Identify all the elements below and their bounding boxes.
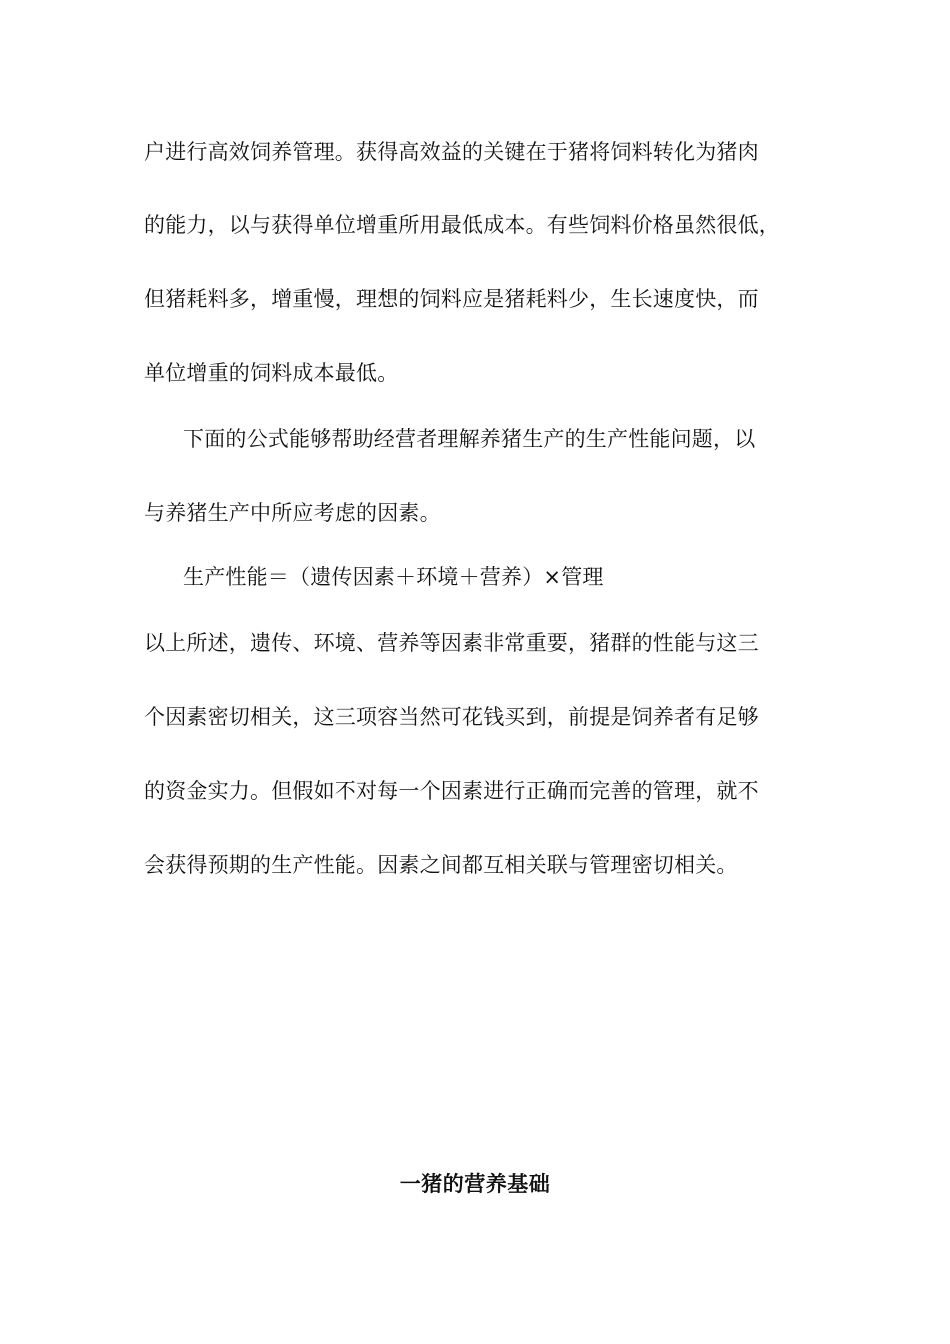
- paragraph-line: 的资金实力。但假如不对每一个因素进行正确而完善的管理，就不: [144, 779, 759, 803]
- paragraph-line: 以上所述，遗传、环境、营养等因素非常重要，猪群的性能与这三: [144, 631, 759, 655]
- paragraph-line: 户进行高效饲养管理。获得高效益的关键在于猪将饲料转化为猪肉: [144, 140, 759, 164]
- paragraph-line: 的能力，以与获得单位增重所用最低成本。有些饲料价格虽然很低，: [144, 213, 780, 237]
- paragraph-line: 单位增重的饲料成本最低。: [144, 361, 399, 385]
- paragraph-line: 会获得预期的生产性能。因素之间都互相关联与管理密切相关。: [144, 853, 738, 877]
- paragraph-line: 与养猪生产中所应考虑的因素。: [144, 501, 441, 525]
- section-heading: 一猪的营养基础: [399, 1172, 551, 1196]
- paragraph-line: 下面的公式能够帮助经营者理解养猪生产的生产性能问题，以: [183, 427, 756, 451]
- formula-line: 生产性能＝（遗传因素＋环境＋营养）×管理: [183, 565, 604, 589]
- paragraph-line: 个因素密切相关，这三项容当然可花钱买到，前提是饲养者有足够: [144, 705, 759, 729]
- paragraph-line: 但猪耗料多，增重慢，理想的饲料应是猪耗料少，生长速度快，而: [144, 287, 759, 311]
